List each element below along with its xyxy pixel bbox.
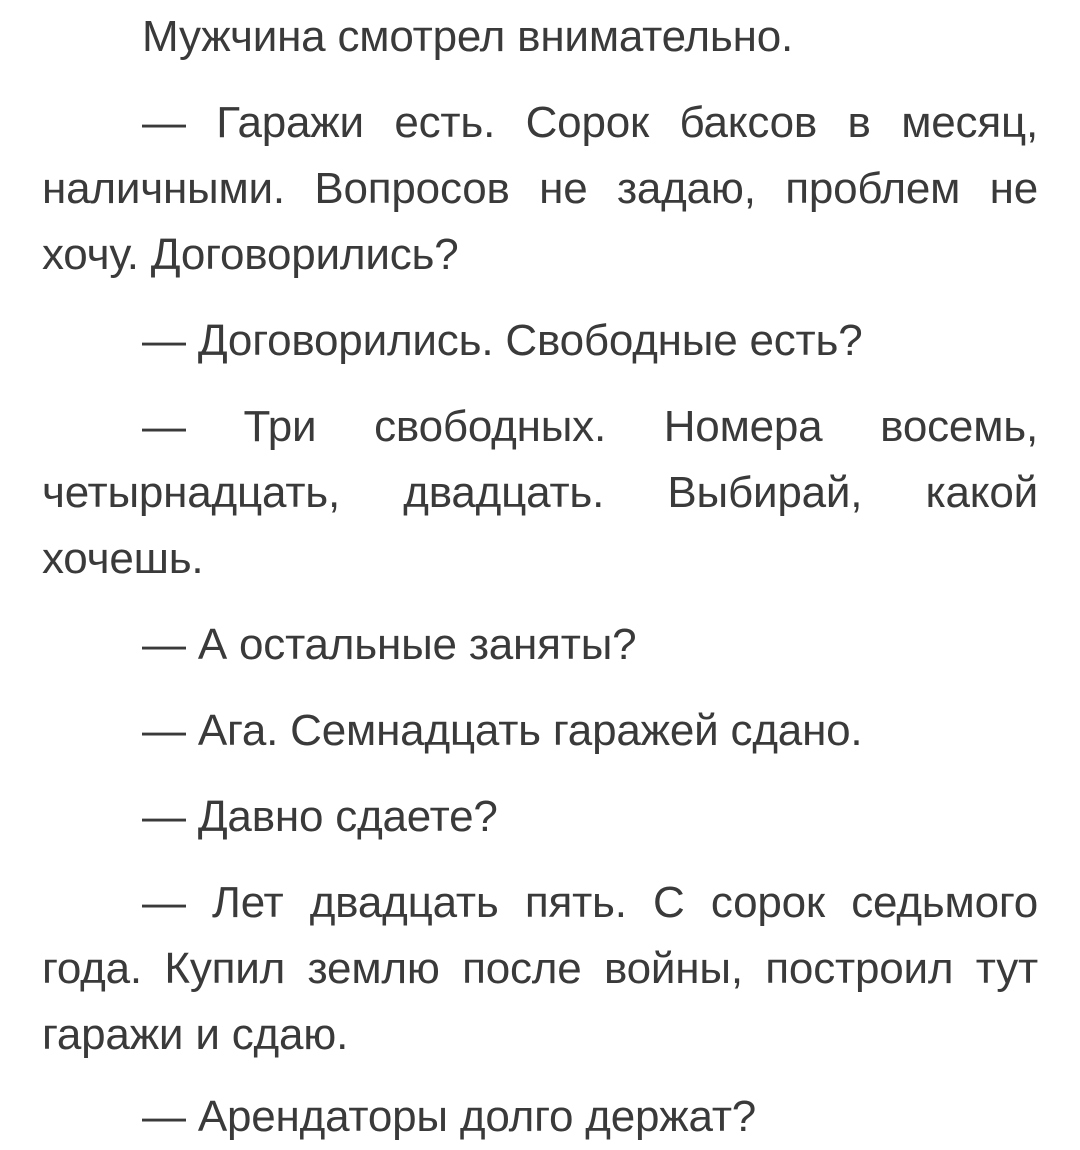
paragraph-3: — Договорились. Свободные есть? — [142, 316, 863, 365]
paragraph-2: — Гаражи есть. Сорок баксов в месяц, наличными. Вопросов не задаю, проблем не хочу. Договорились? — [42, 98, 1038, 279]
paragraph-1: Мужчина смотрел внимательно. — [142, 12, 794, 61]
paragraph-8: — Лет двадцать пять. С сорок седьмого года. Купил землю после войны, построил тут гаражи и сдаю. — [42, 878, 1038, 1059]
paragraph-4: — Три свободных. Номера восемь, четырнадцать, двадцать. Выбирай, какой хочешь. — [42, 402, 1038, 583]
paragraph-cut-off: — Арендаторы долго держат? — [142, 1092, 757, 1141]
paragraph-7: — Давно сдаете? — [142, 792, 498, 841]
book-text — [42, 0, 1038, 1141]
paragraph-6: — Ага. Семнадцать гаражей сдано. — [142, 706, 863, 755]
paragraph-5: — А остальные заняты? — [142, 620, 637, 669]
